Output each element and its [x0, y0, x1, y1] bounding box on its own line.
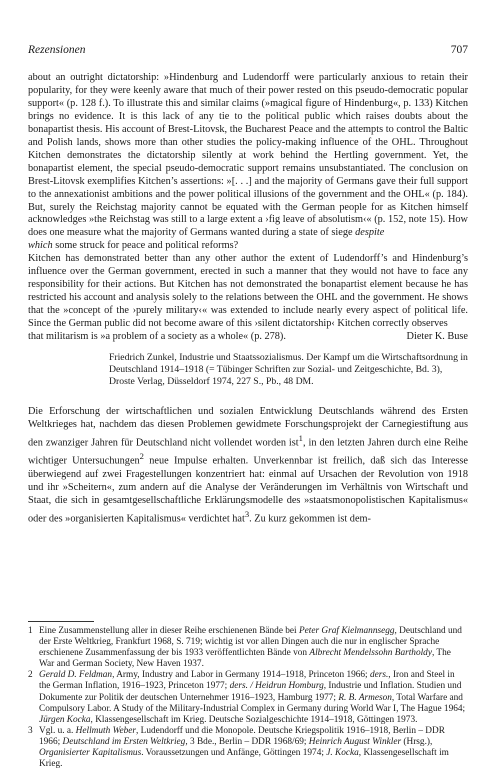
footnote-ref-1: 1	[298, 432, 303, 443]
page-number: 707	[450, 44, 468, 56]
footnote-number: 3	[28, 725, 33, 736]
footnote-2: 2 Gerald D. Feldman, Army, Industry and Labor in Germany 1914–1918, Princeton 1966; ders., Iron and Steel in the German Inflation, 1916–1923, Princeton 1977; ders. / Heidrun Homburg, Industrie und Inflation. Studien und Dokumente zur Politik der deutschen Unternehmer 1916–1923, Hamburg 1977; R. B. Armeson, Total Warfare and Compulsory Labor. A Study of the Military-Industrial Complex in Germany during World War I, The Hague 1964; Jürgen Kocka, Klassengesellschaft im Krieg. Deutsche Sozialgeschichte 1914–1918, Göttingen 1973.	[28, 670, 466, 725]
footnote-1: 1 Eine Zusammenstellung aller in dieser Reihe erschienenen Bände bei Peter Graf Kielmannsegg, Deutschland und der Erste Weltkrieg, Frankfurt 1968, S. 719; wichtig ist vor allen Dingen auch die nur in englischer Sprache erschienene Zusammenfassung der bis 1933 veröffentlichten Bände von Albrecht Mendelssohn Bartholdy, The War and German Society, New Haven 1937.	[28, 626, 462, 670]
footnote-number: 2	[28, 670, 33, 681]
review1-closing-line: that militarism is »a problem of a society as a whole« (p. 278). Dieter K. Buse	[28, 331, 468, 343]
reviewer-signature: Dieter K. Buse	[406, 331, 468, 343]
review-zunkel	[28, 406, 468, 526]
review-dieter-buse-end	[28, 72, 468, 344]
review2-paragraph: Die Erforschung der wirtschaftlichen und sozialen Entwicklung Deutschlands während des Ersten Weltkrieges hat, nachdem das diesen Problemen gewidmete Forschungsprojekt der Carnegiestiftung aus den zwanziger Jahren für Deutschland nicht vollendet worden ist$^1$, in den letzten Jahren durch eine Reihe wichtiger Untersuchungen$^2$ neue Impulse erhalten. Unverkennbar ist freilich, daß sich das Interesse überwiegend auf zwei Fragestellungen konzentriert hat: einmal auf Ursachen der Revolution von 1918 und ihr »Scheitern«, zum andern auf die Analyse der Veränderungen im Verhältnis von Wirtschaft und Staat, die sich in gesamtgesellschaftliche Erklärungsmodelle des »staatsmonopolistischen Kapitalismus« oder des »organisierten Kapitalismus« verdichtet hat$^3$. Zu kurz gekommen ist dem-	[28, 406, 468, 524]
footnote-number: 1	[28, 626, 33, 636]
footnotes	[28, 626, 468, 770]
emphasis-despite: despite	[355, 227, 385, 239]
footnote-divider	[28, 621, 94, 622]
emphasis-which: which	[28, 240, 53, 252]
footnote-ref-2: 2	[139, 451, 144, 462]
section-title: Rezensionen	[28, 44, 86, 56]
review1-paragraph-1: about an outright dictatorship: »Hindenburg and Ludendorff were particularly anxious to retain their popularity, for they were keenly aware that much of their power rested on this pseudo-democratic popular support« (p. 128 f.). To illustrate this and similar claims (»magical figure of Hindenburg«, p. 133) Kitchen brings no evidence. It is this lack of any tie to the political public which raises doubts about the bonapartist thesis. His account of Brest-Litovsk, the Bucharest Peace and the attempts to control the Baltic and Polish lands, shows more than other studies the policy-making influence of the OHL. Throughout Kitchen demonstrates the dictatorship silently at work behind the Hertling government. Yet, the bonapartist element, the special pseudo-democratic support remains unsubstantiated. The conclusion on Brest-Litovsk exemplifies Kitchen’s assertions: »[. . .] and the majority of Germans gave their full support to the annexationist ambitions and the power political illusions of the government and the OHL« (p. 184). But, surely the Reichstag majority cannot be equated with the German people for as Kitchen himself acknowledges »the Reichstag was still to a large extent a ›fig leave of absolutism‹« (p. 152, note 15). How does one measure what the majority of Germans wanted during a state of siege despite which some struck for peace and political reforms?	[28, 72, 468, 252]
book-bibliography: Friedrich Zunkel, Industrie und Staatssozialismus. Der Kampf um die Wirtschaftsordnung in Deutschland 1914–1918 (= Tübinger Schriften zur Sozial- und Zeitgeschichte, Bd. 3), Droste Verlag, Düsseldorf 1974, 227 S., Pb., 48 DM.	[109, 352, 468, 387]
footnote-3: 3 Vgl. u. a. Hellmuth Weber, Ludendorff und die Monopole. Deutsche Kriegspolitik 1916–1918, Berlin – DDR 1966; Deutschland im Ersten Weltkrieg, 3 Bde., Berlin – DDR 1968/69; Heinrich August Winkler (Hrsg.), Organisierter Kapitalismus. Voraussetzungen und Anfänge, Göttingen 1974; J. Kocka, Klassengesellschaft im Krieg.	[28, 725, 449, 770]
review1-paragraph-2: Kitchen has demonstrated better than any other author the extent of Ludendorff’s and Hindenburg’s influence over the German government, erected in such a manner that they would not have to face any responsibility for their actions. But Kitchen has not demonstrated the bonapartist element because he has restricted his account and analysis solely to the relations between the OHL and the government. He shows that the »concept of the ›purely military‹« was extended to include nearly every aspect of political life. Since the German public did not become aware of this ›silent dictatorship‹ Kitchen correctly observes	[28, 253, 468, 330]
footnote-ref-3: 3	[244, 508, 250, 519]
running-header	[28, 44, 468, 56]
